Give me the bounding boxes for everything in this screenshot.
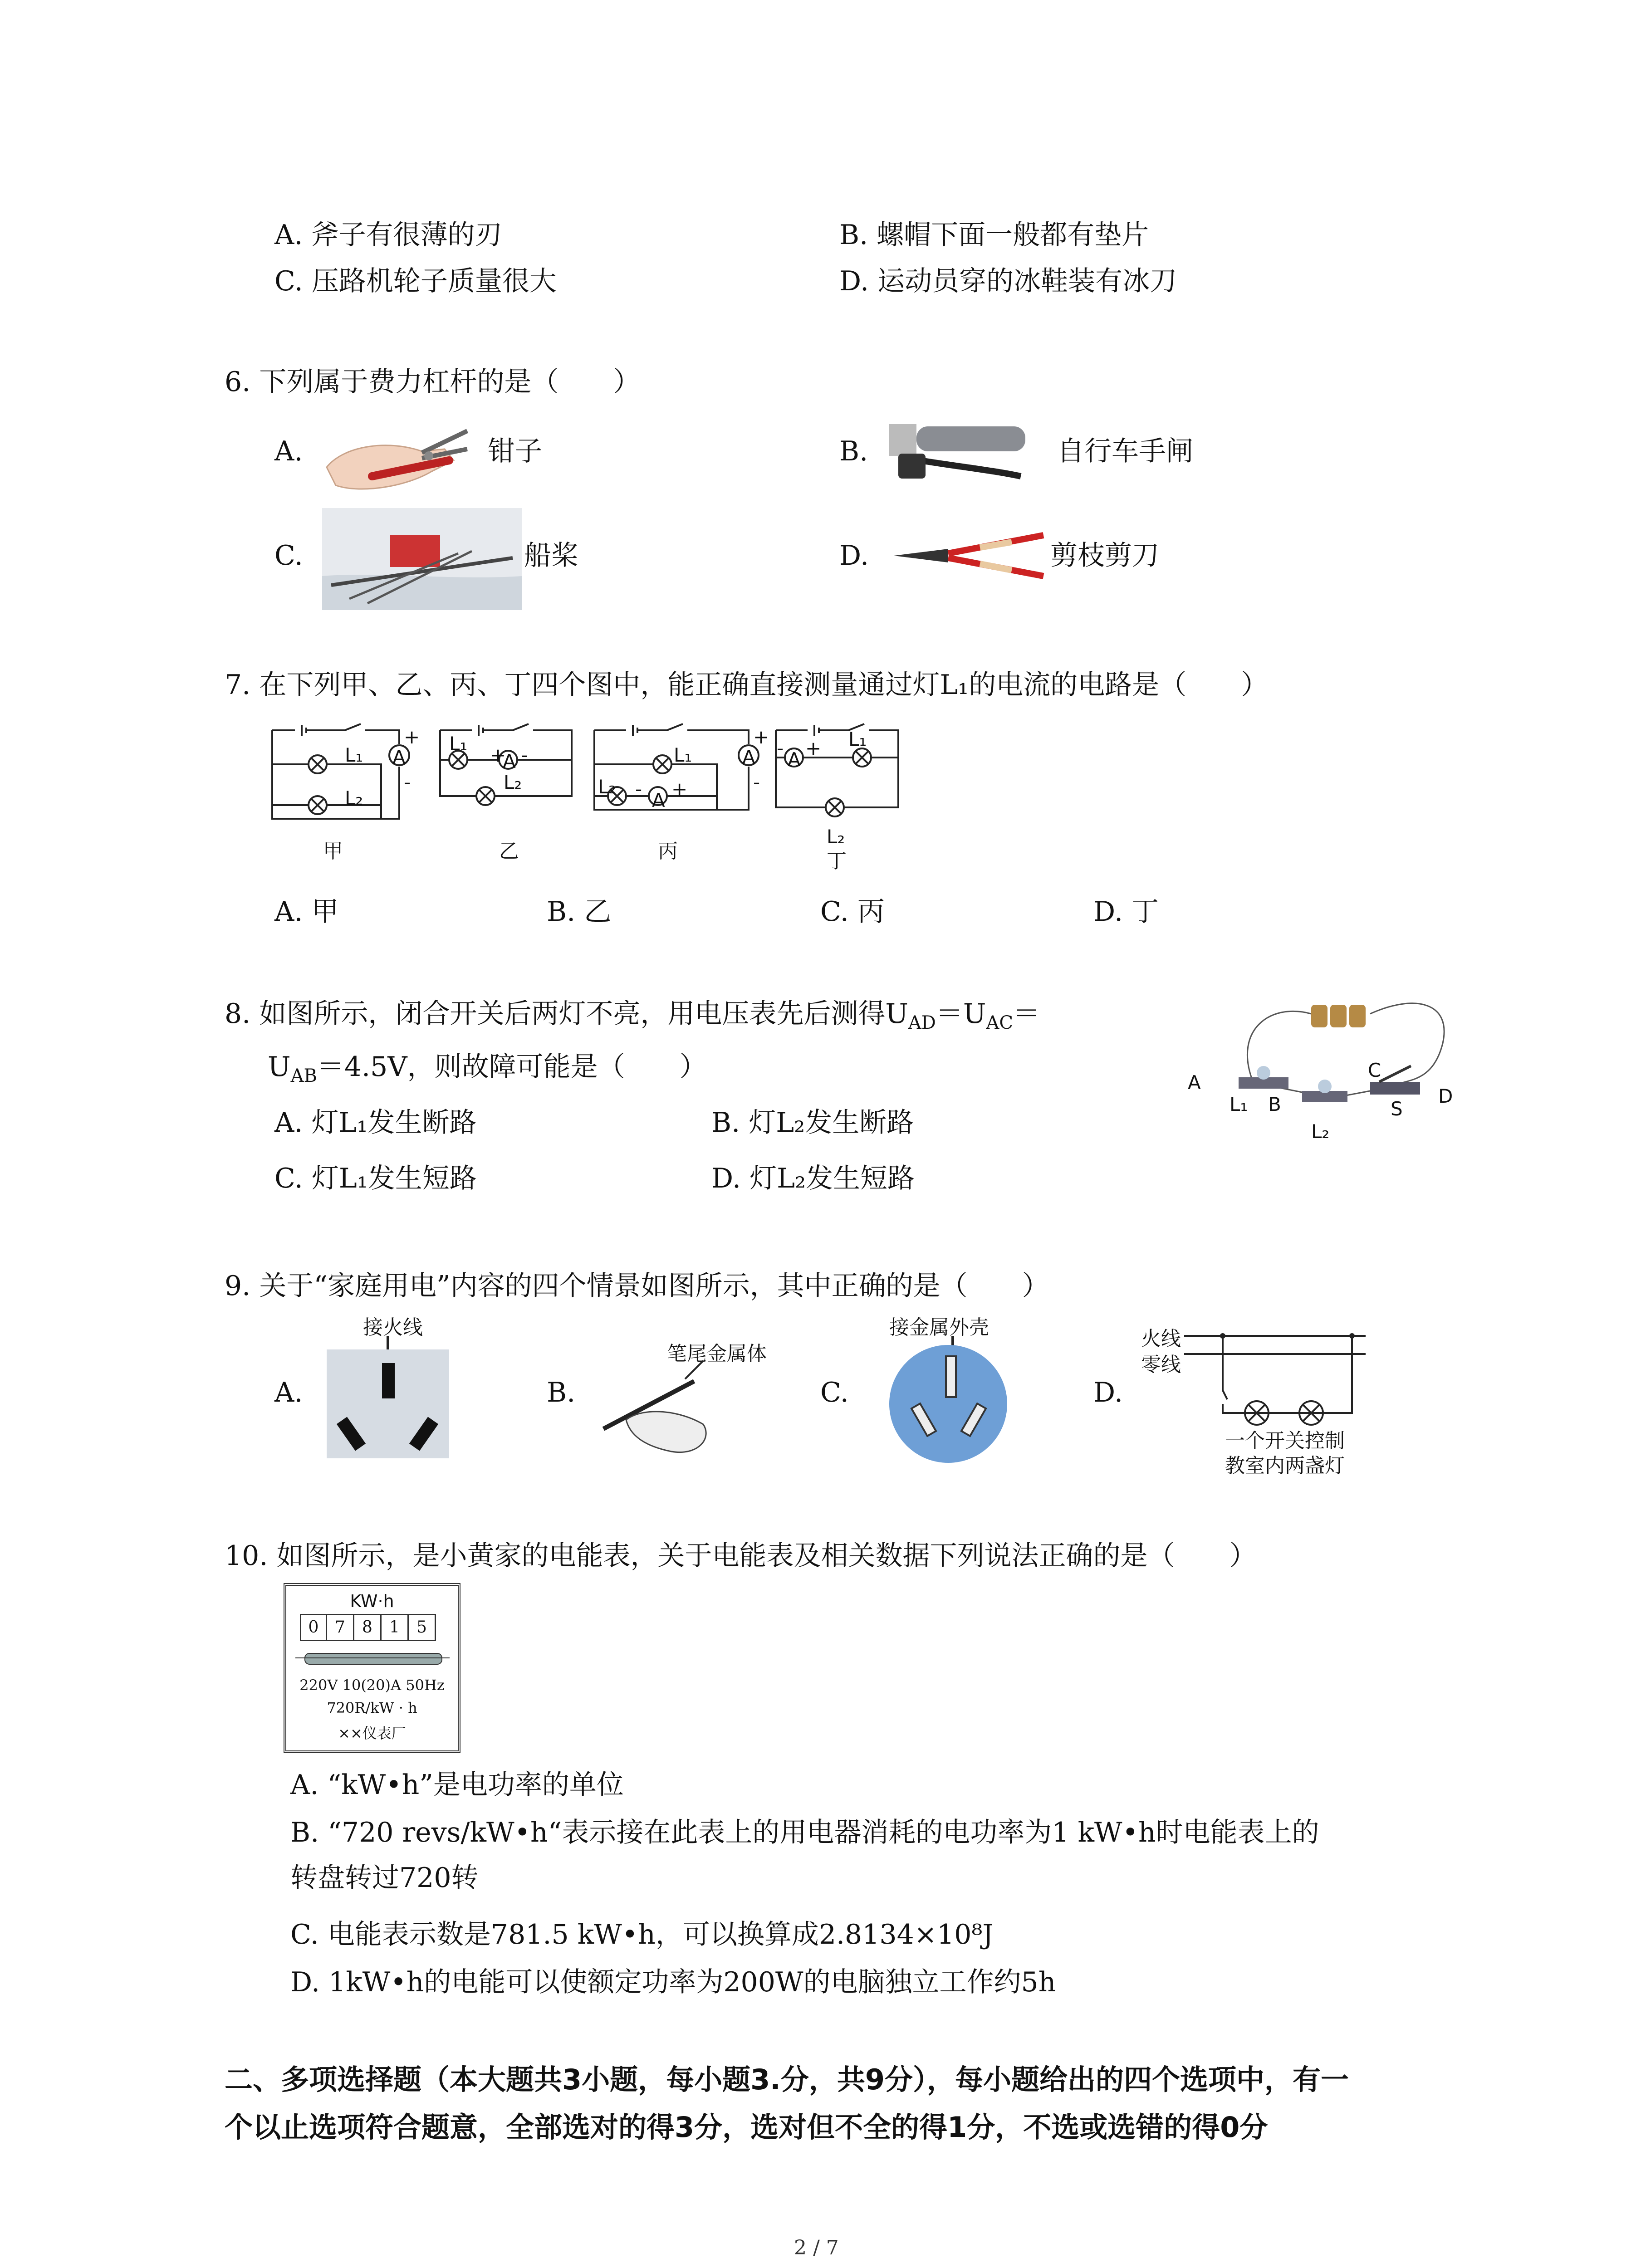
- q8-option-c[interactable]: C. 灯L₁发生短路: [274, 1163, 477, 1194]
- q9-d-live-label: 火线: [1141, 1327, 1181, 1350]
- q8-sub-ac: AC: [986, 1012, 1013, 1033]
- two-lamps-one-switch-diagram: [1184, 1327, 1375, 1431]
- meter-digit: 0: [300, 1614, 327, 1641]
- test-pen-hand-image: [590, 1361, 726, 1465]
- q5-option-c[interactable]: C. 压路机轮子质量很大: [274, 265, 557, 297]
- q8-fig-label-a: A: [1188, 1071, 1201, 1094]
- q8-option-d[interactable]: D. 灯L₂发生短路: [711, 1163, 915, 1194]
- section2-heading-line2: 个以止选项符合题意，全部选对的得3分，选对但不全的得1分，不选或选错的得0分: [225, 2111, 1268, 2144]
- ammeter-jia-label: A: [392, 746, 406, 768]
- q6-option-b[interactable]: B.: [839, 435, 868, 467]
- circuit-ding-diagram: [771, 721, 907, 830]
- q9-d-caption-1: 一个开关控制: [1225, 1429, 1345, 1452]
- pliers-hand-image: [318, 417, 485, 499]
- three-hole-socket-image: [327, 1336, 449, 1458]
- meter-digit: 7: [327, 1614, 354, 1641]
- q5-option-b[interactable]: B. 螺帽下面一般都有垫片: [839, 219, 1149, 251]
- q10-option-d[interactable]: D. 1kW•h的电能可以使额定功率为200W的电脑独立工作约5h: [290, 1966, 1056, 1998]
- q9-b-caption: 笔尾金属体: [667, 1342, 767, 1365]
- meter-maker: ××仪表厂: [338, 1725, 406, 1742]
- q7-option-a[interactable]: A. 甲: [274, 896, 339, 928]
- meter-digit: 8: [354, 1614, 382, 1641]
- meter-unit-label: KW·h: [350, 1591, 394, 1611]
- lamp-l1-bing-label: L₁: [674, 744, 692, 766]
- q6-option-c[interactable]: C.: [274, 540, 303, 572]
- ammeter-yi-plus: +: [490, 744, 506, 766]
- q9-stem: 9. 关于“家庭用电”内容的四个情景如图所示，其中正确的是（ ）: [225, 1270, 1049, 1302]
- meter-spec-line1: 220V 10(20)A 50Hz: [299, 1677, 445, 1694]
- lamp-l1-jia-label: L₁: [345, 744, 363, 766]
- ammeter-jia-plus: +: [404, 726, 420, 748]
- page-number: 2 / 7: [794, 2236, 839, 2259]
- q8-fig-label-s: S: [1391, 1098, 1403, 1120]
- ammeter-yi-minus: -: [521, 744, 528, 766]
- bicycle-brake-image: [889, 415, 1053, 497]
- q8-stem-line2: [268, 1053, 707, 1085]
- q7-stem: 7. 在下列甲、乙、丙、丁四个图中，能正确直接测量通过灯L₁的电流的电路是（ ）: [225, 669, 1269, 701]
- ammeter-ding-label: A: [788, 748, 801, 771]
- q8-fig-label-c: C: [1368, 1059, 1381, 1081]
- q10-stem: 10. 如图所示，是小黄家的电能表，关于电能表及相关数据下列说法正确的是（ ）: [225, 1540, 1257, 1572]
- lamp-l2-bing-label: L₂: [598, 776, 617, 798]
- q6-option-d-label: 剪枝剪刀: [1050, 540, 1159, 572]
- q9-a-caption: 接火线: [363, 1316, 423, 1339]
- q9-option-b[interactable]: B.: [547, 1377, 576, 1408]
- q8-fig-label-l1: L₁: [1230, 1093, 1248, 1115]
- ammeter-bing-minus: -: [753, 771, 760, 793]
- circuit-jia-caption: 甲: [323, 840, 343, 863]
- ammeter-jia-minus: -: [404, 771, 411, 793]
- meter-digit: 1: [382, 1614, 409, 1641]
- q8-stem2-post: ＝4.5V，则故障可能是（ ）: [317, 1051, 707, 1083]
- three-prong-plug-image: [885, 1336, 1012, 1463]
- q7-option-b[interactable]: B. 乙: [547, 896, 612, 928]
- lamp-l2-jia-label: L₂: [345, 787, 363, 809]
- circuit-bing-caption: 丙: [658, 840, 678, 863]
- q8-sub-ad: AD: [908, 1012, 936, 1033]
- q8-option-b[interactable]: B. 灯L₂发生断路: [711, 1107, 914, 1139]
- rowing-boat-image: [322, 508, 522, 610]
- lamp-l2-ding-label: L₂: [827, 826, 845, 848]
- pruning-shears-image: [894, 528, 1048, 583]
- q8-stem-line1: [225, 1000, 1040, 1032]
- q10-option-b-line1[interactable]: B. “720 revs/kW•h“表示接在此表上的用电器消耗的电功率为1 kW•h时电能表上的: [290, 1817, 1319, 1848]
- energy-meter-figure: [284, 1583, 460, 1753]
- ammeter-bing-label: A: [742, 746, 755, 768]
- lamp-l1-ding-label: L₁: [848, 728, 867, 750]
- q9-d-neutral-label: 零线: [1141, 1353, 1181, 1376]
- q8-fig-label-b: B: [1268, 1093, 1281, 1115]
- ammeter-bing2-label: A: [652, 789, 665, 811]
- meter-digit-row: [300, 1614, 436, 1641]
- q8-fig-label-l2: L₂: [1311, 1120, 1330, 1143]
- q8-option-a[interactable]: A. 灯L₁发生断路: [274, 1107, 477, 1139]
- meter-rotating-disk: [304, 1653, 442, 1665]
- meter-digit: 5: [409, 1614, 436, 1641]
- ammeter-yi-label: A: [503, 750, 516, 772]
- q9-option-c[interactable]: C.: [820, 1377, 849, 1408]
- q7-option-d[interactable]: D. 丁: [1093, 896, 1159, 928]
- q8-eq2: ＝: [1013, 998, 1040, 1030]
- lamp-l2-yi-label: L₂: [504, 771, 522, 793]
- q5-option-a[interactable]: A. 斧子有很薄的刃: [274, 219, 502, 251]
- q10-option-a[interactable]: A. “kW•h”是电功率的单位: [290, 1769, 624, 1801]
- q9-option-d[interactable]: D.: [1093, 1377, 1123, 1408]
- q6-option-a[interactable]: A.: [274, 435, 303, 467]
- ammeter-bing-plus: +: [753, 726, 769, 748]
- q8-fig-label-d: D: [1438, 1085, 1453, 1107]
- q9-c-caption: 接金属外壳: [889, 1316, 989, 1339]
- q7-option-c[interactable]: C. 丙: [820, 896, 885, 928]
- q8-sub-ab: AB: [290, 1066, 317, 1086]
- ammeter-ding-plus: +: [805, 737, 822, 759]
- ammeter-bing2-plus: +: [671, 778, 688, 800]
- q8-stem-text1: 8. 如图所示，闭合开关后两灯不亮，用电压表先后测得U: [225, 998, 908, 1030]
- q6-option-c-label: 船桨: [524, 540, 578, 572]
- meter-spec-line2: 720R/kW · h: [327, 1699, 417, 1716]
- lamp-l1-yi-label: L₁: [449, 733, 468, 755]
- q5-option-d[interactable]: D. 运动员穿的冰鞋装有冰刀: [839, 265, 1177, 297]
- q6-option-a-label: 钳子: [488, 435, 542, 467]
- meter-disk-axis: [295, 1657, 450, 1658]
- q8-stem2-pre: U: [268, 1051, 291, 1083]
- section2-heading-line1: 二、多项选择题（本大题共3小题，每小题3.分，共9分），每小题给出的四个选项中，有一: [225, 2063, 1349, 2096]
- q9-d-caption-2: 教室内两盏灯: [1225, 1454, 1345, 1477]
- q6-option-d[interactable]: D.: [839, 540, 869, 572]
- q10-option-b-line2: 转盘转过720转: [290, 1862, 479, 1894]
- circuit-yi-caption: 乙: [499, 840, 519, 863]
- q9-option-a[interactable]: A.: [274, 1377, 303, 1408]
- q10-option-c[interactable]: C. 电能表示数是781.5 kW•h，可以换算成2.8134×10⁸J: [290, 1919, 994, 1950]
- ammeter-bing2-minus: -: [635, 778, 642, 800]
- q6-stem: 6. 下列属于费力杠杆的是（ ）: [225, 366, 641, 398]
- ammeter-ding-minus: -: [777, 737, 784, 759]
- q6-option-b-label: 自行车手闸: [1057, 435, 1193, 467]
- q8-eq1: ＝U: [936, 998, 986, 1030]
- circuit-ding-caption: 丁: [827, 850, 847, 873]
